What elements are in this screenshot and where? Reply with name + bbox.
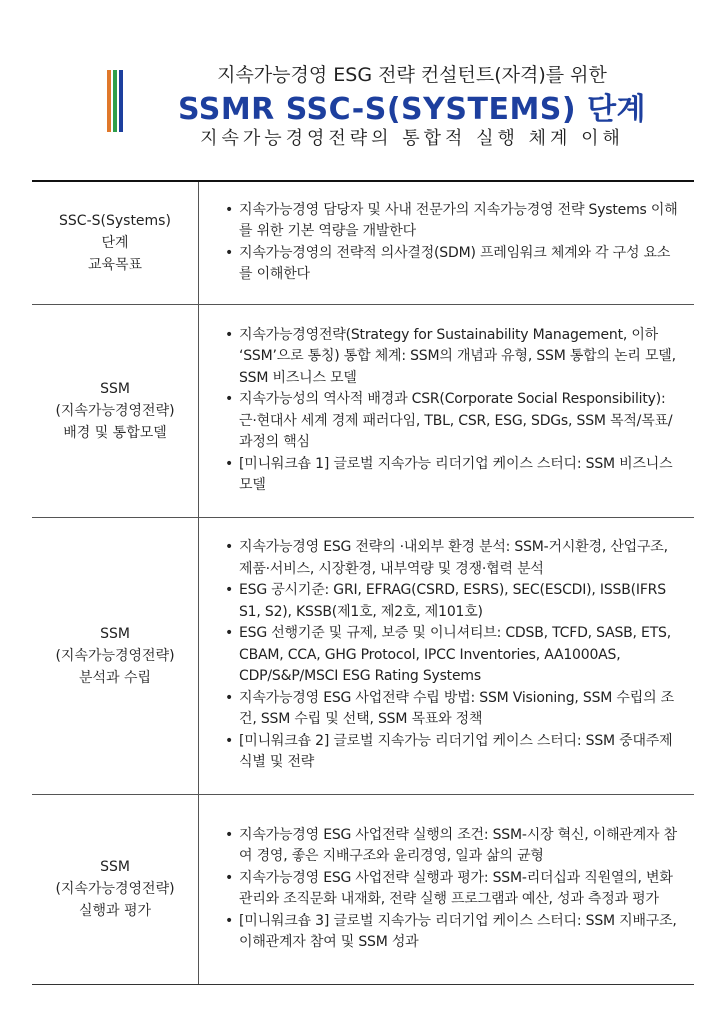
list-item-text: 지속가능경영 담당자 및 사내 전문가의 지속가능경영 전략 Systems 이해를 위한 기본 역량을 개발한다 [239, 201, 678, 240]
row-label-line: SSC-S(Systems) [59, 212, 171, 229]
list-item [225, 688, 680, 731]
row-label [32, 517, 199, 794]
list-item-text: [미니워크숍 1] 글로벌 지속가능 리더기업 케이스 스터디: SSM 비즈니스 모델 [239, 455, 673, 493]
bullet-dot: • [225, 582, 234, 599]
list-item [225, 454, 680, 497]
row-content [199, 181, 695, 304]
bullet-list [223, 537, 680, 774]
bullet-dot: • [225, 201, 234, 218]
row-label [32, 794, 199, 984]
row-label-line: 분석과 수립 [78, 669, 152, 686]
bullet-dot: • [225, 326, 234, 343]
row-label-line: SSM [100, 625, 130, 642]
row-label [32, 181, 199, 304]
bullet-dot: • [225, 826, 234, 843]
list-item-text: 지속가능경영전략(Strategy for Sustainability Management, 이하 ‘SSM’으로 통칭) 통합 체계: SSM의 개념과 유형, SSM 통합의 논리 모델, SSM 비즈니스 모델 [239, 326, 676, 386]
row-label-line: SSM [100, 859, 130, 875]
row-content [199, 517, 695, 794]
bullet-dot: • [225, 689, 234, 706]
table-row [32, 304, 694, 517]
row-label-line: (지속가능경영전략) [55, 881, 175, 897]
curriculum-table [32, 180, 694, 985]
list-item [225, 623, 680, 688]
list-item-text: [미니워크숍 2] 글로벌 지속가능 리더기업 케이스 스터디: SSM 중대주제 식별 및 전략 [239, 732, 673, 771]
table-row [32, 517, 694, 794]
row-content [199, 304, 695, 517]
list-item-text: 지속가능성의 역사적 배경과 CSR(Corporate Social Responsibility): 근·현대사 세계 경제 패러다임, TBL, CSR, ESG, SDGs, SSM 목적/목표/과정의 핵심 [239, 391, 673, 450]
stripe-orange [107, 70, 111, 132]
list-item [225, 731, 680, 774]
bullet-dot: • [225, 869, 234, 886]
bullet-dot: • [225, 625, 234, 642]
page-title: SSMR SSC-S(SYSTEMS) 단계 [177, 92, 647, 127]
list-item [225, 868, 680, 911]
row-label-line: (지속가능경영전략) [55, 402, 175, 419]
list-item-text: 지속가능경영의 전략적 의사결정(SDM) 프레임워크 체계와 각 구성 요소를 이해한다 [239, 244, 671, 283]
list-item-text: 지속가능경영 ESG 사업전략 실행과 평가: SSM-리더십과 직원열의, 변화관리와 조직문화 내재화, 전략 실행 프로그램과 예산, 성과 측정과 평가 [239, 869, 673, 907]
header-subtitle-bottom: 지속가능경영전략의 통합적 실행 체계 이해 [200, 128, 624, 149]
row-label-line: 실행과 평가 [78, 903, 152, 919]
list-item-text: [미니워크숍 3] 글로벌 지속가능 리더기업 케이스 스터디: SSM 지배구조, 이해관계자 참여 및 SSM 성과 [239, 912, 677, 950]
list-item [225, 325, 680, 390]
row-label-line: 배경 및 통합모델 [63, 424, 167, 441]
decorative-stripes [107, 70, 127, 132]
stripe-blue [119, 70, 123, 132]
row-content [199, 794, 695, 984]
list-item [225, 243, 680, 286]
bullet-dot: • [225, 732, 234, 749]
bullet-dot: • [225, 912, 234, 929]
page-header [0, 0, 724, 170]
row-label-line: 교육목표 [87, 256, 143, 273]
list-item [225, 537, 680, 580]
list-item-text: 지속가능경영 ESG 사업전략 수립 방법: SSM Visioning, SSM 수립의 조건, SSM 수립 및 선택, SSM 목표와 정책 [239, 689, 674, 728]
bullet-list [223, 325, 680, 497]
list-item [225, 580, 680, 623]
list-item [225, 911, 680, 954]
bullet-list [223, 825, 680, 954]
row-label-line: 단계 [101, 234, 129, 251]
list-item-text: 지속가능경영 ESG 전략의 ·내외부 환경 분석: SSM-거시환경, 산업구조, 제품·서비스, 시장환경, 내부역량 및 경쟁·협력 분석 [239, 539, 668, 577]
list-item [225, 825, 680, 868]
row-label [32, 304, 199, 517]
list-item [225, 200, 680, 243]
table-row [32, 794, 694, 984]
list-item-text: 지속가능경영 ESG 사업전략 실행의 조건: SSM-시장 혁신, 이해관계자 참여 경영, 좋은 지배구조와 윤리경영, 일과 삶의 균형 [239, 826, 677, 864]
bullet-list [223, 200, 680, 286]
bullet-dot: • [225, 391, 234, 407]
stripe-green [113, 70, 117, 132]
list-item [225, 389, 680, 454]
bullet-dot: • [225, 455, 234, 472]
row-label-line: SSM [100, 380, 130, 397]
header-subtitle-top: 지속가능경영 ESG 전략 컨설턴트(자격)를 위한 [217, 64, 607, 86]
bullet-dot: • [225, 244, 234, 261]
table-row [32, 181, 694, 304]
list-item-text: ESG 선행기준 및 규제, 보증 및 이니셔티브: CDSB, TCFD, SASB, ETS, CBAM, CCA, GHG Protocol, IPCC Inventories, AA1000AS, CDP/S&P/MSCI ESG Rating Systems [239, 625, 671, 685]
list-item-text: ESG 공시기준: GRI, EFRAG(CSRD, ESRS), SEC(ESCDI), ISSB(IFRS S1, S2), KSSB(제1호, 제2호, 제101호) [239, 582, 666, 620]
bullet-dot: • [225, 539, 234, 556]
row-label-line: (지속가능경영전략) [55, 647, 175, 664]
